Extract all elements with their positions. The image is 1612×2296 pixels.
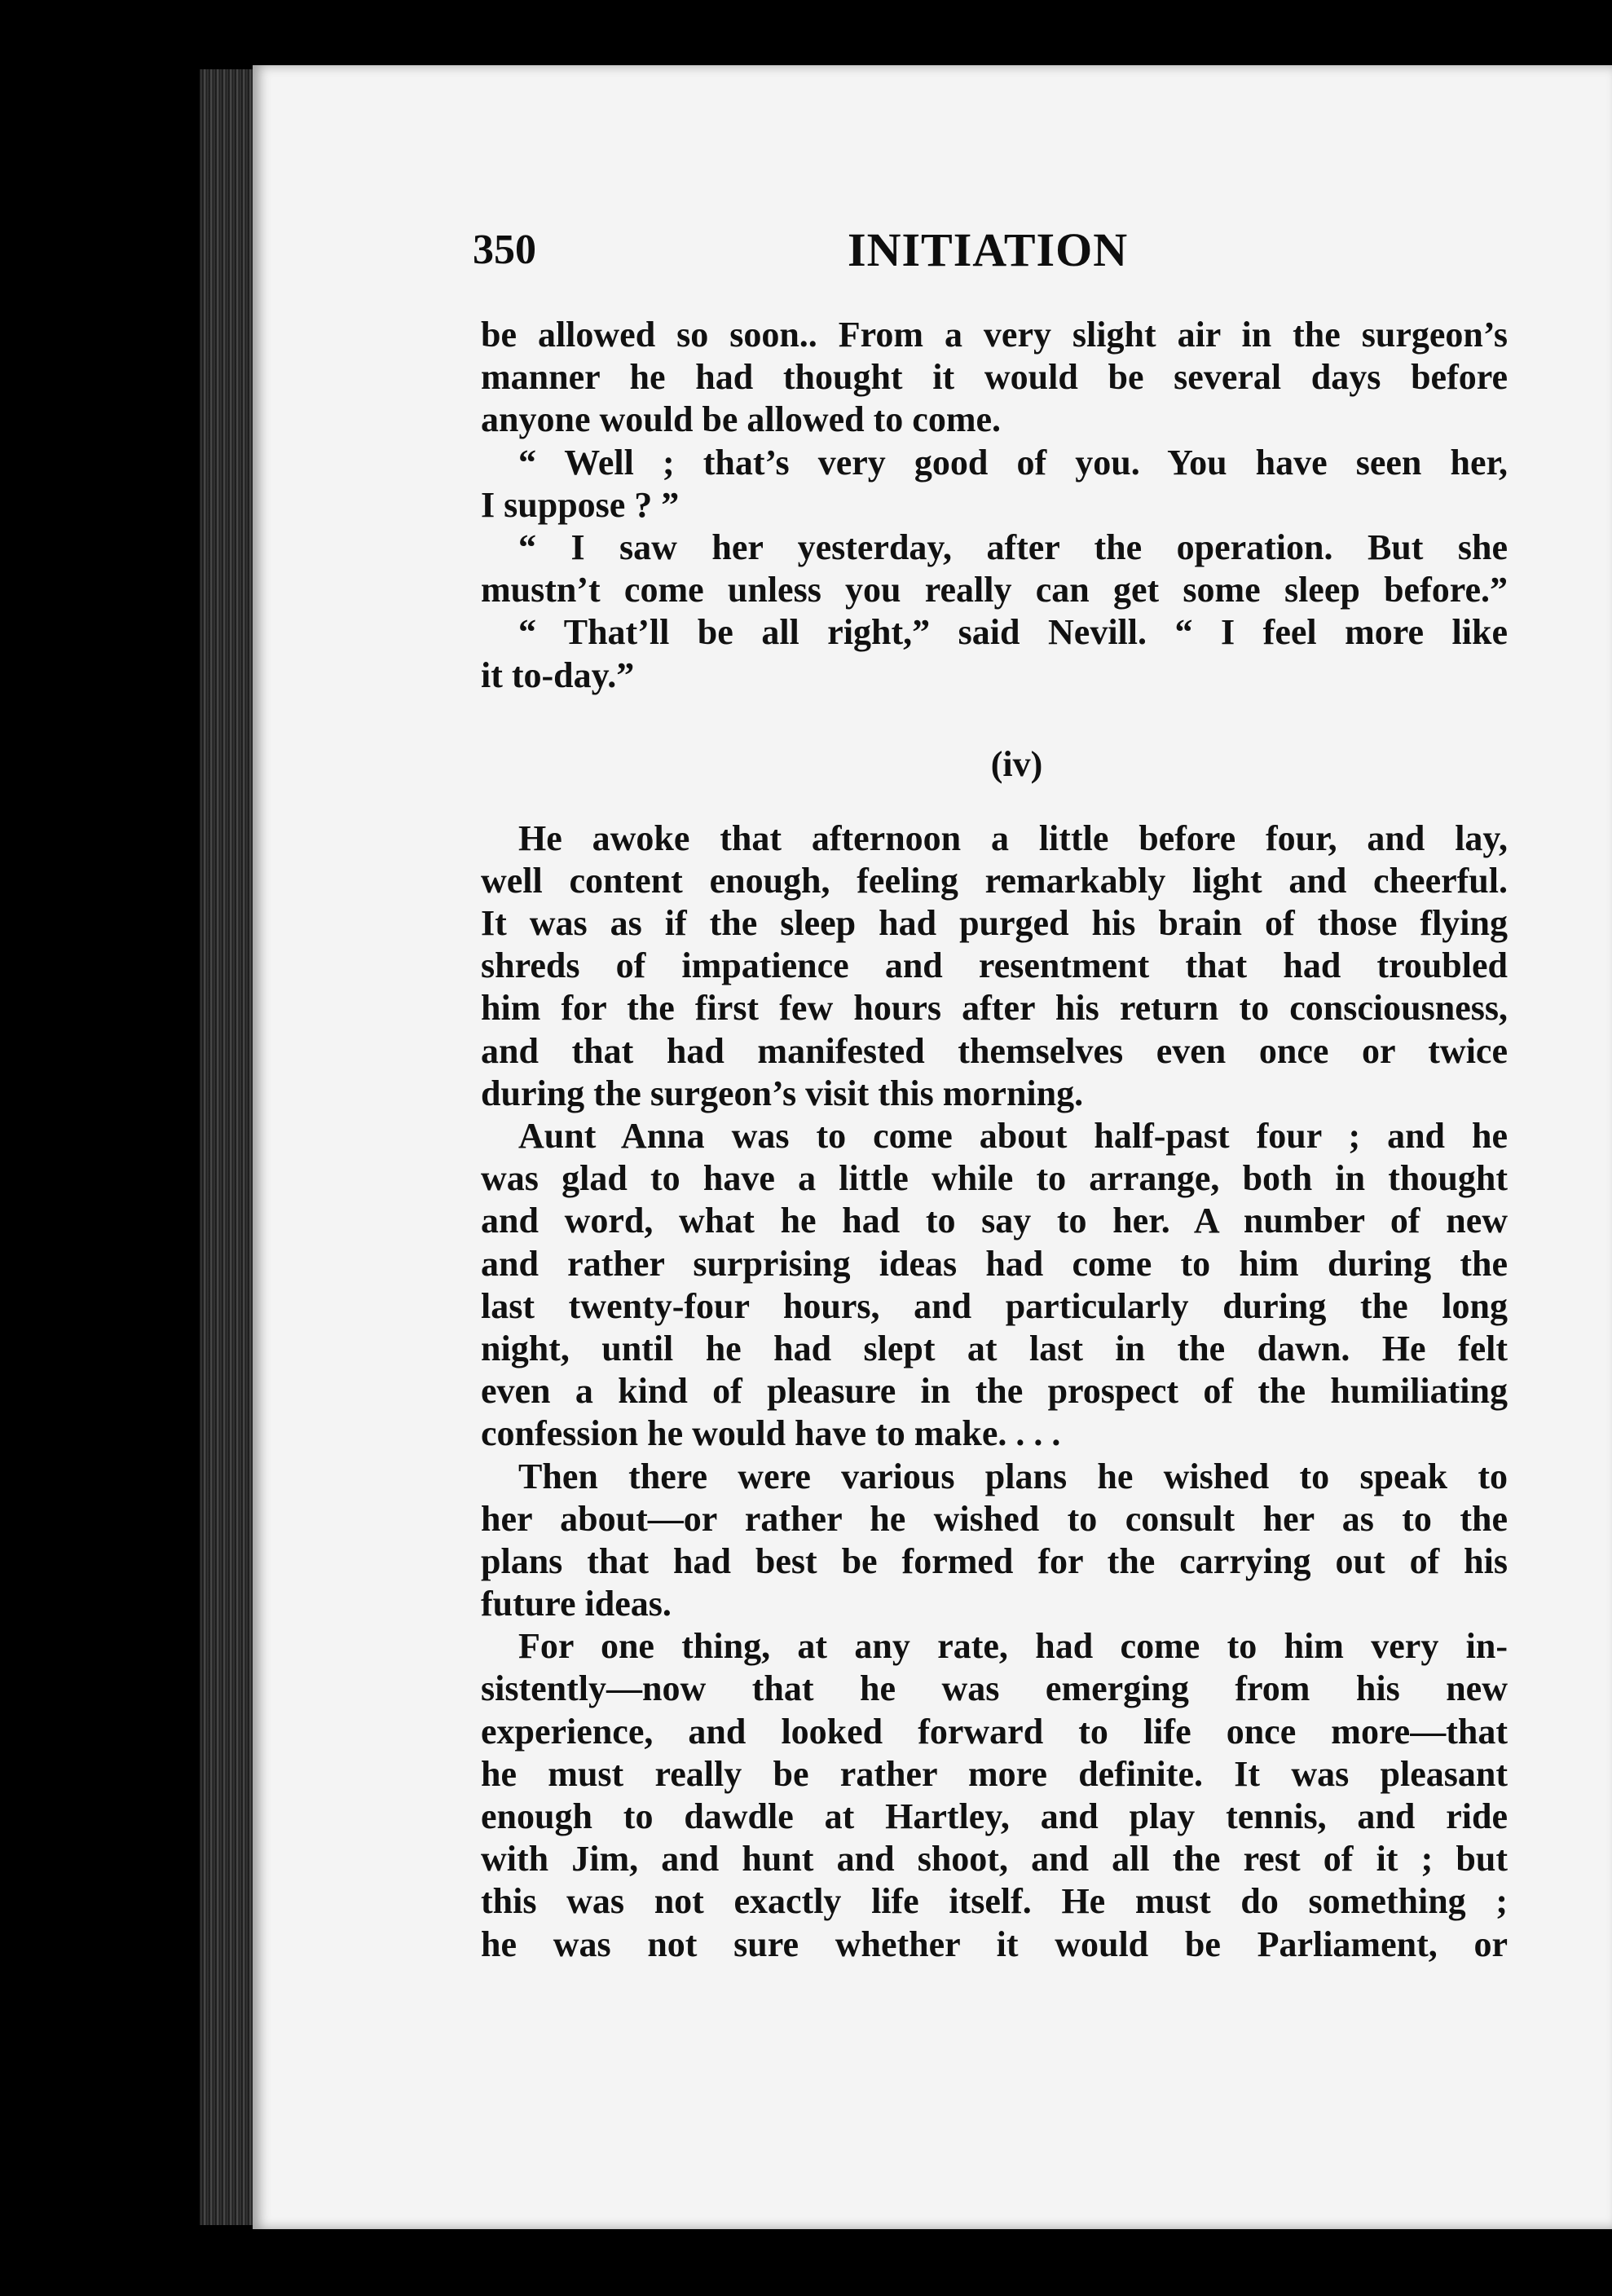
text-line: with Jim, and hunt and shoot, and all the rest of it ; but [481, 1839, 1508, 1880]
text-line: and rather surprising ideas had come to him during the [481, 1243, 1508, 1284]
section-heading [481, 697, 1508, 817]
text-line: plans that had best be formed for the carrying out of his [481, 1540, 1508, 1581]
book-page-edges [200, 69, 257, 2225]
text-line: night, until he had slept at last in the dawn. He felt [481, 1328, 1508, 1368]
text-line: “ That’ll be all right,” said Nevill. “ I feel more like [518, 612, 1508, 653]
section-heading-text: (iv) [990, 743, 1043, 784]
text-line: and that had manifested themselves even once or twice [481, 1030, 1508, 1071]
text-line: be allowed so soon.. From a very slight air in the surgeon’s [481, 315, 1508, 355]
text-line: future ideas. [481, 1584, 672, 1624]
text-line: manner he had thought it would be several days before [481, 357, 1508, 398]
text-line: sistently—now that he was emerging from his new [481, 1668, 1508, 1709]
text-line: It was as if the sleep had purged his brain of those flying [481, 903, 1508, 944]
text-line: “ Well ; that’s very good of you. You have seen her, [518, 442, 1508, 483]
text-line: well content enough, feeling remarkably light and cheerful. [481, 860, 1508, 901]
text-line: he must really be rather more definite. It was pleasant [481, 1753, 1508, 1794]
text-line: him for the first few hours after his return to consciousness, [481, 988, 1508, 1029]
page-header [473, 222, 1304, 279]
body-text [481, 314, 1508, 1966]
text-line: experience, and looked forward to life once more—that [481, 1711, 1508, 1752]
text-line: Aunt Anna was to come about half-past four ; and he [518, 1116, 1508, 1156]
running-title: INITIATION [848, 223, 1129, 276]
text-line: last twenty-four hours, and particularly during the long [481, 1285, 1508, 1326]
text-line: during the surgeon’s visit this morning. [481, 1073, 1084, 1113]
text-line: even a kind of pleasure in the prospect of the humiliating [481, 1371, 1508, 1412]
text-line: shreds of impatience and resentment that had troubled [481, 945, 1508, 986]
text-line: it to-day.” [481, 654, 635, 695]
text-line: he was not sure whether it would be Parliament, or [481, 1924, 1508, 1964]
text-line: confession he would have to make. . . . [481, 1413, 1061, 1454]
text-line: Then there were various plans he wished to speak to [518, 1456, 1508, 1496]
text-line: He awoke that afternoon a little before four, and lay, [518, 817, 1508, 858]
text-line: enough to dawdle at Hartley, and play tennis, and ride [481, 1796, 1508, 1836]
text-line: her about—or rather he wished to consult her as to the [481, 1498, 1508, 1539]
text-line: mustn’t come unless you really can get some sleep before.” [481, 570, 1508, 610]
text-line: For one thing, at any rate, had come to him very in- [518, 1626, 1508, 1667]
page-number: 350 [473, 227, 536, 273]
text-line: and word, what he had to say to her. A number of new [481, 1201, 1508, 1241]
text-line: was glad to have a little while to arrange, both in thought [481, 1158, 1508, 1199]
text-line: this was not exactly life itself. He must do something ; [481, 1881, 1508, 1922]
text-line: anyone would be allowed to come. [481, 399, 1001, 440]
text-line: “ I saw her yesterday, after the operation. But she [518, 527, 1508, 567]
text-line: I suppose ? ” [481, 484, 680, 525]
